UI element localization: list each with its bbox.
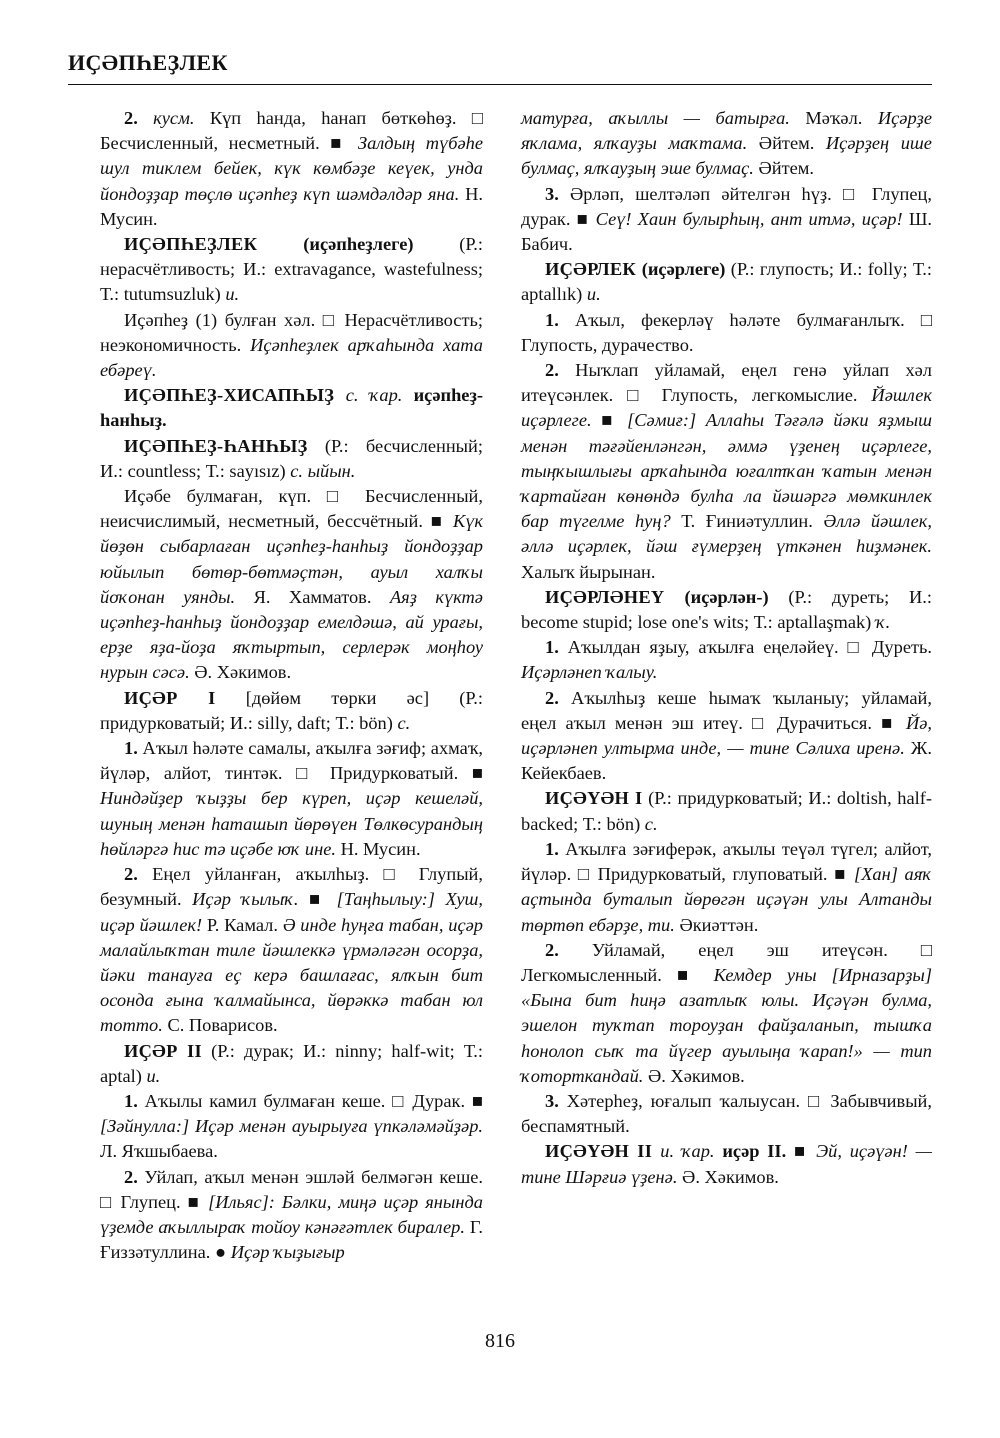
- entry-paragraph: [521, 257, 932, 307]
- bold-text: 1.: [124, 738, 138, 759]
- italic-text: Эй, иҫәүән! — тине Шәрғиә үҙенә.: [521, 1141, 932, 1187]
- headword: ИҪӘҮӘН I: [545, 788, 643, 809]
- headword: ИҪӘР I: [124, 687, 216, 708]
- roman-text: Мәҡәл.: [789, 108, 878, 128]
- entry-paragraph: [521, 1139, 932, 1189]
- headword: ИҪӘПҺЕҘ-ҺАНҺЫҘ: [124, 435, 308, 456]
- header-rule: [68, 84, 932, 85]
- italic-text: Иҫәрҙе яҡлама, ялҡауҙы маҡтама.: [521, 108, 932, 154]
- italic-text: Иҫәр ҡылыҡ.: [192, 889, 299, 910]
- entry-paragraph: [521, 686, 932, 787]
- italic-text: Иҫәр ҡыҙығыр: [230, 1242, 345, 1263]
- entry-paragraph: [100, 1039, 483, 1089]
- roman-text: Н. Мусин.: [335, 838, 421, 859]
- left-column: [100, 106, 483, 1265]
- roman-text: Әрләп, шелтәләп әйтелгән һүҙ. □ Глупец, дурак. ■: [521, 183, 932, 229]
- entry-paragraph: [521, 786, 932, 836]
- roman-text: Уйлап, аҡыл менән эшләй белмәгән кеше. □ Глупец. ■: [100, 1166, 483, 1212]
- entry-paragraph: [521, 1089, 932, 1139]
- bold-text: 2.: [124, 864, 138, 885]
- entry-paragraph: [521, 938, 932, 1089]
- entry-paragraph: [100, 106, 483, 232]
- roman-text: Халыҡ йырынан.: [521, 561, 656, 582]
- entry-paragraph: [100, 232, 483, 308]
- italic-text: Йә, иҫәрләнеп ултырма инде, — тине Сәлиха иренә.: [521, 712, 932, 759]
- entry-paragraph: [521, 358, 932, 585]
- roman-text: Ш. Бабич.: [521, 208, 932, 255]
- entry-paragraph: [100, 484, 483, 686]
- roman-text: (Р.: бесчисленный; И.: countless; Т.: sayısız): [100, 435, 483, 481]
- bold-text: 2.: [545, 939, 559, 960]
- entry-paragraph: [521, 635, 932, 685]
- italic-text: и.: [146, 1065, 161, 1086]
- roman-text: Аҡыл, фекерләү һәләте булмағанлыҡ. □ Глупость, дурачество.: [521, 309, 932, 355]
- bold-text: 2.: [124, 108, 154, 128]
- roman-text: Т. Ғиниәтуллин.: [670, 511, 824, 532]
- roman-text: Ныҡлап уйламай, еңел генә уйлап хәл итеүсәнлек. □ Глупость, легкомыслие.: [521, 360, 932, 406]
- bold-text: иҫәпһеҙ-һанһыҙ.: [100, 385, 483, 431]
- right-column: [521, 106, 932, 1190]
- entry-paragraph: [100, 736, 483, 862]
- roman-text: Н. Мусин.: [100, 183, 484, 229]
- entry-paragraph: [100, 686, 483, 736]
- italic-text: Иҫәпһеҙлек арҡаһында хата ебәреү.: [100, 334, 483, 381]
- headword: ИҪӘПҺЕҘЛЕК: [124, 234, 304, 255]
- italic-text: [Сәмиғ:] Аллаһы Тәғәлә йәки яҙмыш менән тәғәйенләнгән, әммә үҙенең иҫәрлеге, тыңҡышлығы арҡаһында юғалтҡан ҡатын менән ҡартайған көнөндә булһа ла йәшәргә мөмкинлек бар түгелме һуң?: [521, 410, 932, 532]
- italic-text: и. ҡар.: [660, 1141, 723, 1162]
- bold-text: 1.: [124, 1090, 138, 1111]
- italic-text: Залдың түбәһе шул тиклем бейек, күк көмбәҙе кеүек, унда йондоҙҙар төҫлө иҫәпһеҙ күп шәмдәлдәр яна.: [100, 133, 483, 204]
- italic-text: Әллә йәшлек, әллә иҫәрлек, йәш ғүмерҙең үткәнен һиҙмәнек.: [521, 511, 932, 557]
- italic-text: с.: [644, 813, 658, 834]
- bold-text: 1.: [545, 309, 559, 330]
- entry-paragraph: [521, 182, 932, 258]
- bold-text: 1.: [545, 637, 559, 658]
- running-head: ИҪӘПҺЕҘЛЕК: [68, 50, 228, 75]
- italic-text: [Таңһылыу:] Хуш, иҫәр йәшлек!: [100, 889, 483, 935]
- entry-paragraph: [100, 862, 483, 1038]
- roman-text: (Р.: придурковатый; И.: doltish, half-backed; Т.: bön): [521, 788, 932, 834]
- italic-text: с.: [397, 712, 411, 733]
- roman-text: Хәтерһеҙ, юғалып ҡалыусан. □ Забывчивый, беспамятный.: [521, 1090, 932, 1137]
- italic-text: и.: [225, 284, 240, 305]
- roman-text: Аҡылы камил булмаған кеше. □ Дурак. ■: [137, 1090, 483, 1111]
- roman-text: (Р.: дурак; И.: ninny; half-wit; Т.: aptal): [100, 1040, 484, 1086]
- bold-text: 2.: [124, 1166, 138, 1187]
- roman-text: Ә. Хәкимов.: [189, 662, 292, 683]
- roman-text: ■: [591, 410, 628, 431]
- italic-text: матурға, аҡыллы — батырға.: [521, 108, 790, 128]
- italic-text: с. ҡар.: [345, 385, 414, 406]
- roman-text: Л. Яҡшыбаева.: [100, 1141, 218, 1162]
- italic-text: Ә инде һуңға табан, иҫәр малайлыҡтан тиле йәшлеккә үрмәләгән осорҙа, йәки танауға еҫ керә башлағас, ялҡын бит осонда ғына ҡалмайынса, йөрәккә табан юл тотто.: [100, 914, 483, 1036]
- entry-paragraph: [100, 434, 483, 484]
- roman-text: [дөйөм төрки әс] (Р.: придурковатый; И.: silly, daft; Т.: bön): [100, 687, 484, 733]
- roman-text: ■: [786, 1141, 817, 1162]
- headword: ИҪӘҮӘН II: [545, 1141, 661, 1162]
- entry-paragraph: [100, 1165, 483, 1266]
- italic-text: ҡ.: [875, 612, 891, 633]
- roman-text: (Р.: дуреть; И.: become stupid; lose one's wits; Т.: aptallaşmak): [521, 586, 932, 633]
- italic-text: Иҫәрләнеп ҡалыу.: [521, 662, 658, 683]
- entry-paragraph: [100, 383, 483, 433]
- italic-text: Иҫәрҙең ише булмаҫ, ялҡауҙың эше булмаҫ.: [521, 133, 932, 179]
- headword: ИҪӘР II: [124, 1040, 202, 1061]
- entry-paragraph: [521, 308, 932, 358]
- roman-text: Әйтем.: [753, 158, 815, 179]
- bold-text: иҫәр II.: [722, 1141, 787, 1162]
- roman-text: Я. Хамматов.: [235, 586, 390, 607]
- italic-text: Йәшлек иҫәрлеге.: [521, 385, 932, 431]
- roman-text: Ә. Хәкимов.: [677, 1166, 779, 1187]
- italic-text: Күк йөҙөн сыбарлаған иҫәпһеҙ-һанһыҙ йондоҙҙар юйылып бөтөр-бөтмәҫтән, ауыл халҡы йоҡонан уянды.: [100, 511, 483, 607]
- entry-paragraph: [521, 837, 932, 938]
- roman-text: Аҡылһыҙ кеше һымаҡ ҡыланыу; уйламай, еңел аҡыл менән эш итеү. □ Дурачиться. ■: [521, 687, 932, 733]
- italic-text: Сеү! Хаин булырһың, ант итмә, иҫәр!: [595, 208, 903, 229]
- italic-text: с. ыйын.: [290, 460, 356, 481]
- roman-text: Әкиәттән.: [674, 914, 759, 935]
- roman-text: Уйламай, еңел эш итеүсән. □ Легкомысленный. ■: [521, 939, 932, 985]
- roman-text: Иҫәпһеҙ (1) булған хәл. □ Нерасчётливость; неэкономичность.: [100, 309, 483, 355]
- italic-text: и.: [586, 284, 601, 305]
- roman-text: Аҡылға зәғиферәк, аҡылы теүәл түгел; алйот, йүләр. □ Придурковатый, глуповатый. ■: [521, 838, 932, 885]
- entry-paragraph: [100, 308, 483, 384]
- italic-text: Ниндәйҙер ҡыҙҙы бер күреп, иҫәр кешеләй, шуның менән һаташып йөрөүен Төлкөсурандың һөйләргә һис тә иҫәбе юҡ ине.: [100, 788, 483, 859]
- roman-text: Ж. Кейекбаев.: [521, 738, 932, 784]
- roman-text: (Р.: глупость; И.: folly; Т.: aptallık): [521, 259, 932, 305]
- italic-text: [Ильяс]: Бәлки, миңә иҫәр янында үҙемде аҡыллыраҡ тойоу кәнәғәтлек биралер.: [100, 1191, 483, 1237]
- bold-text: 3.: [545, 1090, 559, 1111]
- bold-text: 1.: [545, 838, 559, 859]
- roman-text: Иҫәбе булмаған, күп. □ Бесчисленный, неисчислимый, несметный, бессчётный. ■: [100, 486, 483, 532]
- page-number: 816: [485, 1330, 515, 1352]
- roman-text: Аҡыл һәләте самалы, аҡылға зәғиф; ахмаҡ, йүләр, алйот, тинтәк. □ Придурковатый. ■: [100, 738, 483, 784]
- italic-text: кусм.: [153, 108, 195, 128]
- roman-text: С. Поварисов.: [162, 1015, 278, 1036]
- roman-text: Күп һанда, һанап бөткөһөҙ. □ Бесчисленный, несметный. ■: [100, 108, 483, 154]
- bold-text: 2.: [545, 360, 559, 381]
- roman-text: Г. Ғиззәтуллина. ●: [100, 1216, 483, 1263]
- entry-paragraph: [521, 106, 932, 182]
- roman-text: Әйтем.: [747, 133, 826, 154]
- headword: ИҪӘРЛЕК: [545, 259, 642, 280]
- italic-text: Кемдер уны [Ирназарҙы] «Бына бит һиңә азатлыҡ юлы. Иҫәүән булма, эшелон туҡтап тороуҙан файҙаланып, тышҡа һонолоп сыҡ та йүгер ауылыңа ҡарап!» — тип ҡоторткандай.: [521, 964, 932, 1086]
- roman-text: (Р.: нерасчётливость; И.: extravagance, wastefulness; Т.: tutumsuzluk): [100, 234, 484, 305]
- bold-text: 2.: [545, 687, 559, 708]
- roman-text: Аҡылдан яҙыу, аҡылға еңеләйеү. □ Дуреть.: [558, 637, 932, 658]
- roman-text: Еңел уйланған, аҡылһыҙ. □ Глупый, безумный.: [100, 864, 483, 910]
- bold-text: (иҫәпһеҙлеге): [303, 234, 414, 255]
- roman-text: Ә. Хәкимов.: [643, 1065, 745, 1086]
- roman-text: Р. Камал.: [202, 914, 283, 935]
- entry-paragraph: [521, 585, 932, 635]
- bold-text: 3.: [545, 183, 559, 204]
- bold-text: (иҫәрлән-): [684, 586, 769, 607]
- bold-text: (иҫәрлеге): [641, 259, 726, 280]
- italic-text: [Зәйнулла:] Иҫәр менән ауырыуға үпкәләмәйҙәр.: [100, 1116, 483, 1137]
- entry-paragraph: [100, 1089, 483, 1165]
- roman-text: ■: [298, 889, 337, 910]
- italic-text: [Хан] аяҡ аҫтында буталып йөрөгән иҫәүән улы Алтанды төртөп ебәрҙе, ти.: [521, 864, 933, 935]
- italic-text: Аяҙ күктә иҫәпһеҙ-һанһыҙ йондоҙҙар емелдәшә, ай урағы, ерҙе яҙа-йоҙа яҡтыртып, серлерәк моңһоу нурын сәсә.: [100, 586, 483, 683]
- headword: ИҪӘПҺЕҘ-ХИСАПҺЫҘ: [124, 385, 346, 406]
- headword: ИҪӘРЛӘНЕҮ: [545, 586, 685, 607]
